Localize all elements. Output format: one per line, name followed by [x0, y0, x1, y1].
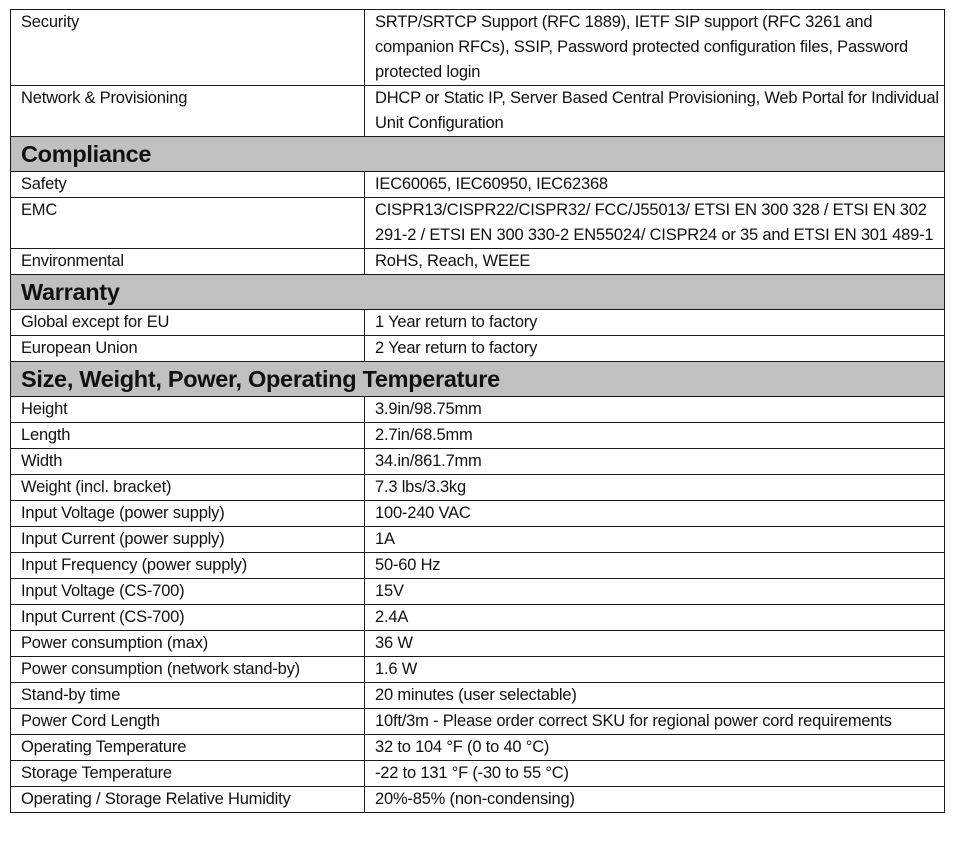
spec-label: Height [11, 397, 365, 423]
spec-label: Input Frequency (power supply) [11, 553, 365, 579]
spec-row [11, 397, 945, 423]
spec-label: European Union [11, 336, 365, 362]
spec-row [11, 579, 945, 605]
spec-value: 20%-85% (non-condensing) [365, 787, 945, 813]
spec-value: IEC60065, IEC60950, IEC62368 [365, 172, 945, 198]
spec-label: Operating / Storage Relative Humidity [11, 787, 365, 813]
spec-row [11, 709, 945, 735]
spec-label: Input Voltage (CS-700) [11, 579, 365, 605]
spec-value: RoHS, Reach, WEEE [365, 249, 945, 275]
spec-row [11, 198, 945, 249]
spec-value: 10ft/3m - Please order correct SKU for regional power cord requirements [365, 709, 945, 735]
spec-value: 1A [365, 527, 945, 553]
spec-label: Environmental [11, 249, 365, 275]
spec-value: 1.6 W [365, 657, 945, 683]
spec-row [11, 761, 945, 787]
spec-value: 3.9in/98.75mm [365, 397, 945, 423]
spec-row [11, 787, 945, 813]
spec-row [11, 683, 945, 709]
spec-row [11, 310, 945, 336]
spec-value: 15V [365, 579, 945, 605]
spec-row [11, 527, 945, 553]
spec-value: DHCP or Static IP, Server Based Central Provisioning, Web Portal for Individual Unit Configuration [365, 86, 945, 137]
spec-table [10, 9, 945, 813]
spec-row [11, 735, 945, 761]
spec-row [11, 501, 945, 527]
spec-value: 2.4A [365, 605, 945, 631]
spec-value: SRTP/SRTCP Support (RFC 1889), IETF SIP support (RFC 3261 and companion RFCs), SSIP, Password protected configuration files, Password protected login [365, 10, 945, 86]
section-header [11, 275, 945, 310]
spec-value: 2 Year return to factory [365, 336, 945, 362]
spec-row [11, 423, 945, 449]
spec-label: Stand-by time [11, 683, 365, 709]
spec-label: Storage Temperature [11, 761, 365, 787]
spec-row [11, 605, 945, 631]
spec-row [11, 553, 945, 579]
spec-value: 20 minutes (user selectable) [365, 683, 945, 709]
spec-value: 7.3 lbs/3.3kg [365, 475, 945, 501]
spec-value: 36 W [365, 631, 945, 657]
spec-label: Power consumption (max) [11, 631, 365, 657]
spec-label: Weight (incl. bracket) [11, 475, 365, 501]
spec-value: -22 to 131 °F (-30 to 55 °C) [365, 761, 945, 787]
spec-row [11, 10, 945, 86]
spec-value: CISPR13/CISPR22/CISPR32/ FCC/J55013/ ETSI EN 300 328 / ETSI EN 302 291-2 / ETSI EN 300 330-2 EN55024/ CISPR24 or 35 and ETSI EN 301 489-1 [365, 198, 945, 249]
spec-label: Input Current (CS-700) [11, 605, 365, 631]
spec-value: 2.7in/68.5mm [365, 423, 945, 449]
spec-label: EMC [11, 198, 365, 249]
spec-label: Input Voltage (power supply) [11, 501, 365, 527]
spec-row [11, 631, 945, 657]
section-title: Warranty [11, 275, 945, 310]
section-title: Size, Weight, Power, Operating Temperature [11, 362, 945, 397]
spec-label: Security [11, 10, 365, 86]
spec-table-body [11, 10, 945, 813]
section-title: Compliance [11, 137, 945, 172]
spec-value: 100-240 VAC [365, 501, 945, 527]
spec-label: Power consumption (network stand-by) [11, 657, 365, 683]
spec-label: Length [11, 423, 365, 449]
spec-row [11, 86, 945, 137]
spec-row [11, 172, 945, 198]
section-header [11, 137, 945, 172]
spec-row [11, 449, 945, 475]
spec-label: Safety [11, 172, 365, 198]
spec-label: Global except for EU [11, 310, 365, 336]
spec-row [11, 475, 945, 501]
spec-row [11, 657, 945, 683]
section-header [11, 362, 945, 397]
spec-value: 34.in/861.7mm [365, 449, 945, 475]
spec-label: Width [11, 449, 365, 475]
spec-value: 32 to 104 °F (0 to 40 °C) [365, 735, 945, 761]
spec-label: Input Current (power supply) [11, 527, 365, 553]
spec-value: 1 Year return to factory [365, 310, 945, 336]
spec-label: Operating Temperature [11, 735, 365, 761]
spec-row [11, 336, 945, 362]
spec-label: Network & Provisioning [11, 86, 365, 137]
spec-label: Power Cord Length [11, 709, 365, 735]
spec-row [11, 249, 945, 275]
spec-value: 50-60 Hz [365, 553, 945, 579]
